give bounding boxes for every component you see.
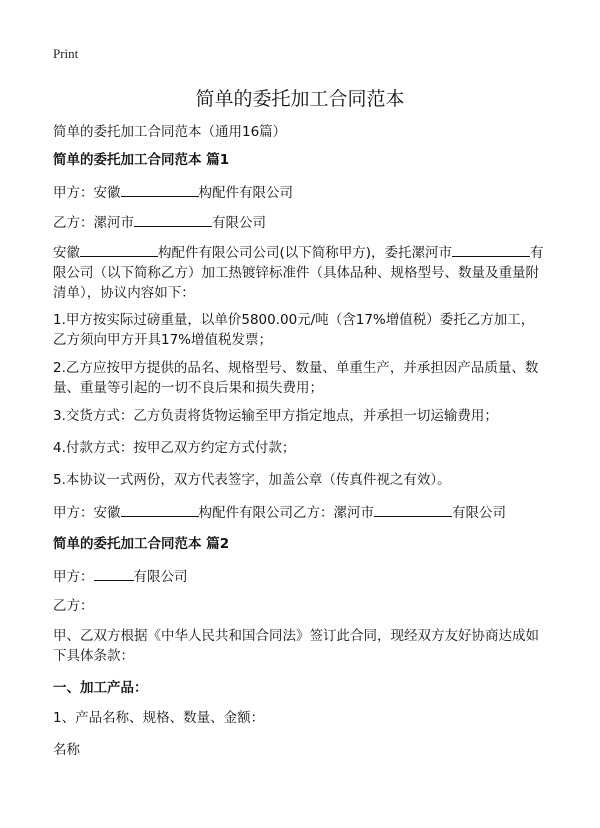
- clause-2: 2.乙方应按甲方提供的品名、规格型号、数量、单重生产，并承担因产品质量、数量、重量等引起的一切不良后果和损失费用；: [53, 360, 539, 396]
- party-b-line: [53, 212, 553, 233]
- intro-line: 简单的委托加工合同范本（通用16篇）: [53, 124, 287, 140]
- preamble-part-3: 有限公司（以下简称乙方）加工热镀锌标准件（具体品种、规格型号、数量及重量附清单），协议内容如下：: [53, 245, 544, 301]
- name-label: 名称: [53, 742, 80, 758]
- preamble-part-2: 构配件有限公司公司(以下简称甲方)，委托漯河市: [158, 245, 453, 261]
- section-1-heading: 一、加工产品：: [53, 680, 148, 696]
- clause-3: 3.交货方式：乙方负责将货物运输至甲方指定地点，并承担一切运输费用；: [53, 408, 498, 424]
- blank-field: [374, 502, 452, 517]
- party-b-prefix: 乙方：漯河市: [53, 215, 134, 231]
- page-title: 简单的委托加工合同范本: [195, 88, 405, 110]
- party-a-line: [53, 182, 553, 203]
- preamble-paragraph: [53, 242, 547, 303]
- blank-field: [121, 502, 199, 517]
- blank-field: [452, 242, 530, 257]
- blank-field: [80, 242, 158, 257]
- party-a-prefix: 甲方：安徽: [53, 185, 121, 201]
- print-link[interactable]: Print: [53, 46, 79, 61]
- clause-1: 1.甲方按实际过磅重量，以单价5800.00元/吨（含17%增值税）委托乙方加工，乙方须向甲方开具17%增值税发票；: [53, 312, 535, 348]
- part2-party-b-line: 乙方：: [53, 598, 94, 614]
- party-a-suffix: 构配件有限公司: [198, 185, 293, 201]
- blank-field: [134, 212, 212, 227]
- part2-party-a-prefix: 甲方：: [53, 569, 94, 585]
- part2-party-a-suffix: 有限公司: [133, 569, 188, 585]
- preamble-part-1: 安徽: [53, 245, 80, 261]
- blank-field: [121, 182, 199, 197]
- signature-line: [53, 502, 553, 523]
- sign-part-2: 构配件有限公司乙方：漯河市: [198, 505, 374, 521]
- sign-part-1: 甲方：安徽: [53, 505, 121, 521]
- sign-part-3: 有限公司: [452, 505, 506, 521]
- part2-party-a-line: [53, 566, 553, 587]
- clause-5: 5.本协议一式两份，双方代表签字，加盖公章（传真件视之有效）。: [53, 472, 451, 488]
- blank-field: [94, 566, 134, 581]
- clause-4: 4.付款方式：按甲乙双方约定方式付款；: [53, 440, 296, 456]
- part2-preamble: 甲、乙双方根据《中华人民共和国合同法》签订此合同，现经双方友好协商达成如下具体条款：: [53, 628, 539, 664]
- party-b-suffix: 有限公司: [212, 215, 266, 231]
- section-heading-part2: 简单的委托加工合同范本 篇2: [53, 536, 230, 552]
- item-1: 1、产品名称、规格、数量、金额：: [53, 710, 265, 726]
- section-heading-part1: 简单的委托加工合同范本 篇1: [53, 152, 230, 168]
